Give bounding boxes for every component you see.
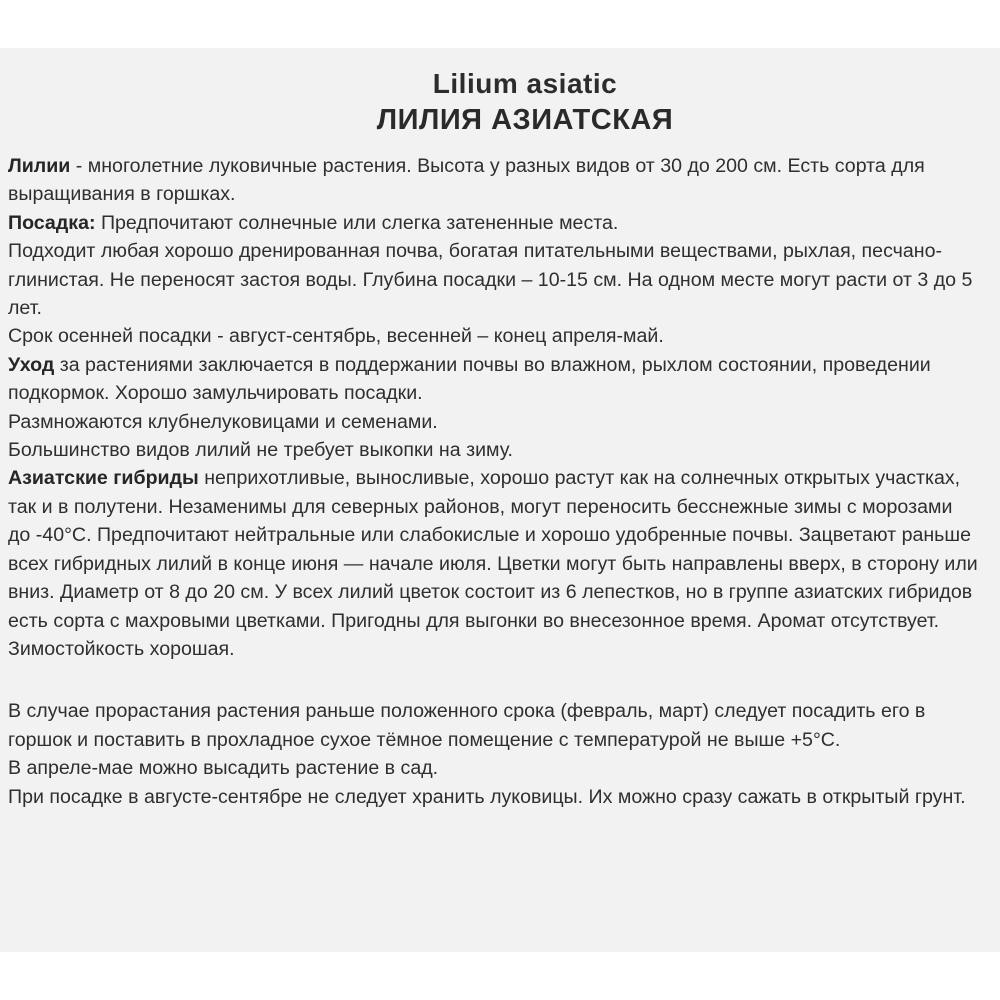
instruction-sheet	[0, 48, 1000, 952]
paragraph-care	[8, 351, 978, 408]
paragraph-autumn-planting: При посадке в августе-сентябре не следует хранить луковицы. Их можно сразу сажать в открытый грунт.	[8, 785, 966, 808]
term-asiatic-hybrids: Азиатские гибриды	[8, 467, 199, 490]
body-text	[8, 152, 978, 811]
text-care: за растениями заключается в поддержании почвы во влажном, рыхлом состоянии, проведении подкормок. Хорошо замульчировать посадки.	[8, 353, 931, 405]
term-planting: Посадка:	[8, 211, 96, 234]
text-asiatic-hybrids: неприхотливые, выносливые, хорошо растут как на солнечных открытых участках, так и в полутени. Незаменимы для северных районов, могут переносить бесснежные зимы с морозами до -40°С. Предпочитают нейтральные или слабокислые и хорошо удобренные почвы. Зацветают раньше всех гибридных лилий в конце июня — начале июля. Цветки могут быть направлены вверх, в сторону или вниз. Диаметр от 8 до 20 см. У всех лилий цветок состоит из 6 лепестков, но в группе азиатских гибридов есть сорта с махровыми цветками. Пригодны для выгонки во внесезонное время. Аромат отсутствует.	[8, 467, 978, 632]
paragraph-asiatic-hybrids	[8, 464, 978, 634]
paragraph-propagation: Размножаются клубнелуковицами и семенами.	[8, 410, 438, 433]
russian-title: ЛИЛИЯ АЗИАТСКАЯ	[376, 104, 674, 136]
paragraph-planting-time: Срок осенней посадки - август-сентябрь, весенней – конец апреля-май.	[8, 325, 664, 348]
paragraph-lilies	[8, 152, 978, 209]
paragraph-spacer	[8, 663, 978, 697]
term-lilies: Лилии	[8, 155, 71, 177]
paragraph-spring-planting: В апреле-мае можно высадить растение в сад.	[8, 757, 439, 780]
term-care: Уход	[8, 353, 55, 376]
text-planting: Предпочитают солнечные или слегка затененные места.	[95, 211, 619, 234]
paragraph-hardiness: Зимостойкость хорошая.	[8, 637, 235, 660]
latin-title: Lilium asiatic	[432, 68, 618, 99]
paragraph-soil: Подходит любая хорошо дренированная почва, богатая питательными веществами, рыхлая, песчано-глинистая. Не переносят застоя воды. Глубина посадки – 10-15 см. На одном месте могут расти от 3 до 5 лет.	[8, 240, 973, 320]
paragraph-early-sprouting: В случае прорастания растения раньше положенного срока (февраль, март) следует посадить его в горшок и поставить в прохладное сухое тёмное помещение с температурой не выше +5°С.	[8, 700, 926, 751]
paragraph-planting	[8, 209, 978, 237]
text-lilies: - многолетние луковичные растения. Высота у разных видов от 30 до 200 см. Есть сорта для выращивания в горшках.	[8, 155, 925, 206]
paragraph-winter: Большинство видов лилий не требует выкопки на зиму.	[8, 439, 513, 462]
